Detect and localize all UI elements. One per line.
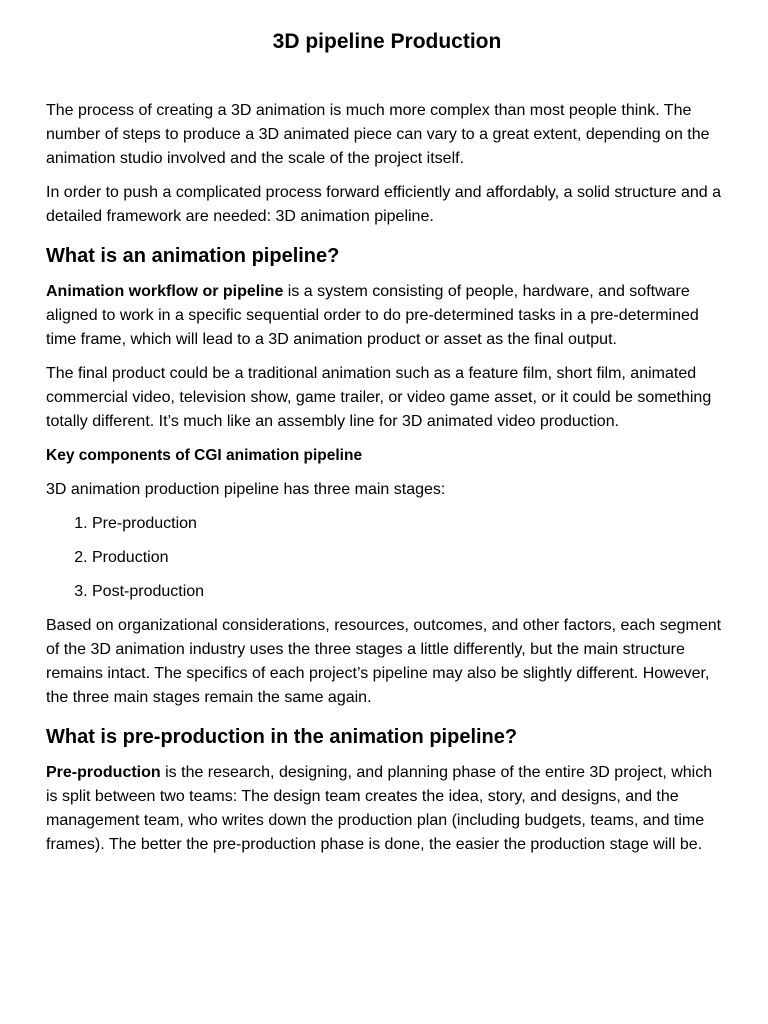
key-components-subheading: Key components of CGI animation pipeline [46, 447, 363, 464]
pipeline-definition-paragraph [46, 280, 728, 352]
section-heading-pre-production: What is pre-production in the animation pipeline? [46, 726, 518, 748]
list-item: 3. Post-production [92, 580, 728, 604]
pipeline-definition-term: Animation workflow or pipeline [46, 283, 284, 300]
intro-paragraph-1: The process of creating a 3D animation is much more complex than most people think. The number of steps to produce a 3D animated piece can vary to a great extent, depending on the animation studio involved and the scale of the project itself. [46, 102, 710, 167]
document-title: 3D pipeline Production [272, 30, 502, 53]
pre-production-text: is the research, designing, and planning phase of the entire 3D project, which is split between two teams: The design team creates the idea, story, and designs, and the management team, who writes down the production plan (including budgets, teams, and time frames). The better the pre-production phase is done, the easier the production stage will be. [46, 764, 713, 853]
final-product-paragraph: The final product could be a traditional animation such as a feature film, short film, animated commercial video, television show, game trailer, or video game asset, or it could be something totally different. It’s much like an assembly line for 3D animated video production. [46, 365, 712, 430]
stages-intro-paragraph: 3D animation production pipeline has three main stages: [46, 481, 446, 498]
pipeline-definition-text: is a system consisting of people, hardware, and software aligned to work in a specific sequential order to do pre-determined tasks in a pre-determined time frame, which will lead to a 3D animation product or asset as the final output. [46, 283, 699, 348]
pre-production-paragraph [46, 761, 728, 857]
intro-paragraph-2: In order to push a complicated process forward efficiently and affordably, a solid structure and a detailed framework are needed: 3D animation pipeline. [46, 184, 722, 225]
list-item: 1. Pre-production [92, 512, 728, 536]
stages-list [46, 512, 728, 604]
section-heading-animation-pipeline: What is an animation pipeline? [46, 245, 340, 267]
stages-usage-paragraph: Based on organizational considerations, resources, outcomes, and other factors, each segment of the 3D animation industry uses the three stages a little differently, but the main structure remains intact. The specifics of each project’s pipeline may also be slightly different. However, the three main stages remain the same again. [46, 617, 722, 706]
pre-production-term: Pre-production [46, 764, 161, 781]
list-item: 2. Production [92, 546, 728, 570]
